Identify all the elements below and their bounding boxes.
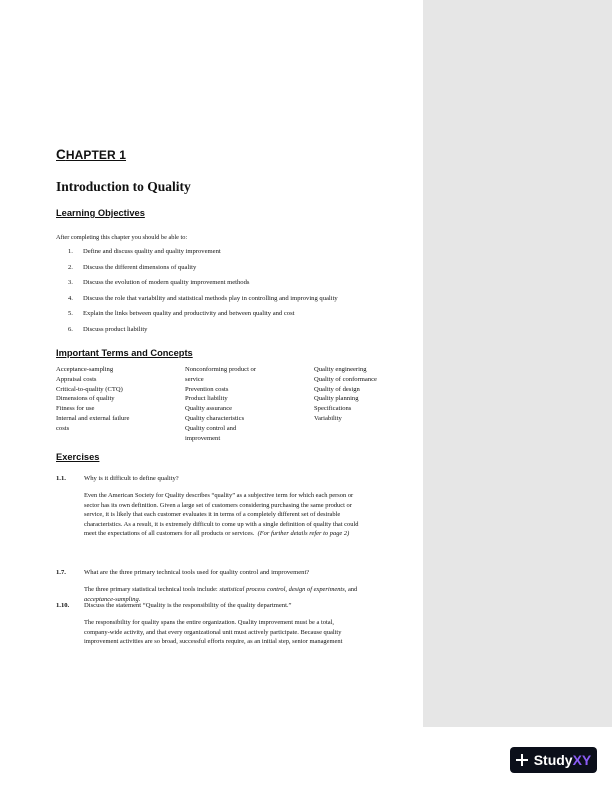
objective-text: Define and discuss quality and quality improvement <box>83 248 221 255</box>
term: Specifications <box>314 405 352 413</box>
learning-objectives-heading: Learning Objectives <box>56 208 145 218</box>
term: Quality of design <box>314 385 360 393</box>
term: Appraisal costs <box>56 375 97 383</box>
term: improvement <box>185 434 221 442</box>
term: Prevention costs <box>185 385 229 393</box>
tool-name: statistical process control <box>219 586 286 593</box>
answer-separator: , and <box>344 586 358 593</box>
objective-number: 3. <box>68 279 73 286</box>
answer-period: . <box>138 595 141 603</box>
page-reference-note: (For further details refer to page 2) <box>257 530 350 538</box>
answer-line: characteristics. As a result, it is extremely difficult to come up with a single definition of quality that could <box>84 520 359 528</box>
objective-text: Discuss product liability <box>83 325 148 333</box>
exercise-answer <box>84 618 424 647</box>
brand-word-study: Study <box>533 752 573 768</box>
term: Variability <box>314 414 342 422</box>
term: Dimensions of quality <box>56 395 115 403</box>
chapter-title: Introduction to Quality <box>56 179 191 194</box>
terms-heading: Important Terms and Concepts <box>56 348 193 358</box>
objective-number: 5. <box>68 310 73 317</box>
answer-line: sector has its own definition. Given a large set of customers considering purchasing the same product or <box>84 501 352 509</box>
objective-item <box>66 244 338 260</box>
term: Nonconforming product or <box>185 366 257 373</box>
objective-number: 4. <box>68 294 73 302</box>
objective-text: Discuss the different dimensions of quality <box>83 263 197 271</box>
term: Quality planning <box>314 395 359 403</box>
objective-item <box>66 291 338 307</box>
answer-separator: , <box>285 586 289 593</box>
objective-item <box>66 275 338 291</box>
tool-name: acceptance-sampling <box>84 595 139 603</box>
objective-item <box>66 306 338 322</box>
exercise-number: 1.10. <box>56 602 70 609</box>
term: Product liability <box>185 395 228 403</box>
objective-number: 2. <box>68 263 73 271</box>
answer-line: company-wide activity, and that every organizational unit must actively participate. Because quality <box>84 628 342 636</box>
exercise-number: 1.1. <box>56 475 66 482</box>
chapter-label <box>56 147 126 162</box>
chapter-label-rest: HAPTER 1 <box>65 148 127 162</box>
term: Quality assurance <box>185 405 233 413</box>
exercise-question: Why is it difficult to define quality? <box>84 475 179 482</box>
studyxy-logo[interactable] <box>510 747 597 773</box>
objective-number: 1. <box>68 248 73 255</box>
term: service <box>185 375 204 383</box>
objectives-list <box>66 244 338 337</box>
term: Quality of conformance <box>314 375 377 383</box>
chapter-label-initial: C <box>56 147 66 162</box>
objective-text: Discuss the role that variability and statistical methods play in controlling and improving quality <box>83 294 338 302</box>
objective-text: Explain the links between quality and productivity and between quality and cost <box>83 310 295 317</box>
term: Critical-to-quality (CTQ) <box>56 385 123 393</box>
term: costs <box>56 424 70 432</box>
comment-pane <box>423 0 612 727</box>
answer-line: The responsibility for quality spans the entire organization. Quality improvement must be a total, <box>84 619 334 626</box>
exercise-question: What are the three primary technical tools used for quality control and improvement? <box>84 569 310 576</box>
plus-icon <box>516 754 528 766</box>
term: Acceptance-sampling <box>56 366 114 373</box>
answer-line: service, it is likely that each customer evaluates it in terms of a completely different set of desirable <box>84 511 341 519</box>
answer-line: Even the American Society for Quality describes “quality” as a subjective term for which each person or <box>84 492 354 499</box>
brand-word-xy: XY <box>572 752 592 768</box>
terms-column-1 <box>56 365 129 434</box>
term: Quality characteristics <box>185 414 245 422</box>
exercise-answer <box>84 491 424 539</box>
term: Quality engineering <box>314 366 367 373</box>
term: Internal and external failure <box>56 414 130 422</box>
exercises-heading: Exercises <box>56 452 100 462</box>
objective-number: 6. <box>68 325 73 333</box>
term: Quality control and <box>185 424 237 432</box>
answer-line <box>84 529 424 539</box>
answer-line <box>84 585 424 595</box>
objectives-intro: After completing this chapter you should be able to: <box>56 234 188 241</box>
tool-name: design of experiments <box>288 586 345 593</box>
objective-item <box>66 322 338 338</box>
objective-item <box>66 260 338 276</box>
objective-text: Discuss the evolution of modern quality improvement methods <box>83 279 250 286</box>
answer-text: meet the expectations of all customers for all products or services. <box>84 530 255 538</box>
terms-column-2 <box>185 365 256 443</box>
exercise-question: Discuss the statement “Quality is the responsibility of the quality department.” <box>84 602 292 609</box>
answer-text: The three primary statistical technical tools include: <box>84 586 220 593</box>
term: Fitness for use <box>56 405 95 413</box>
answer-line: improvement activities are so broad, successful efforts require, as an initial step, senior management <box>84 638 343 646</box>
terms-column-3 <box>314 365 377 424</box>
exercise-number: 1.7. <box>56 569 66 576</box>
